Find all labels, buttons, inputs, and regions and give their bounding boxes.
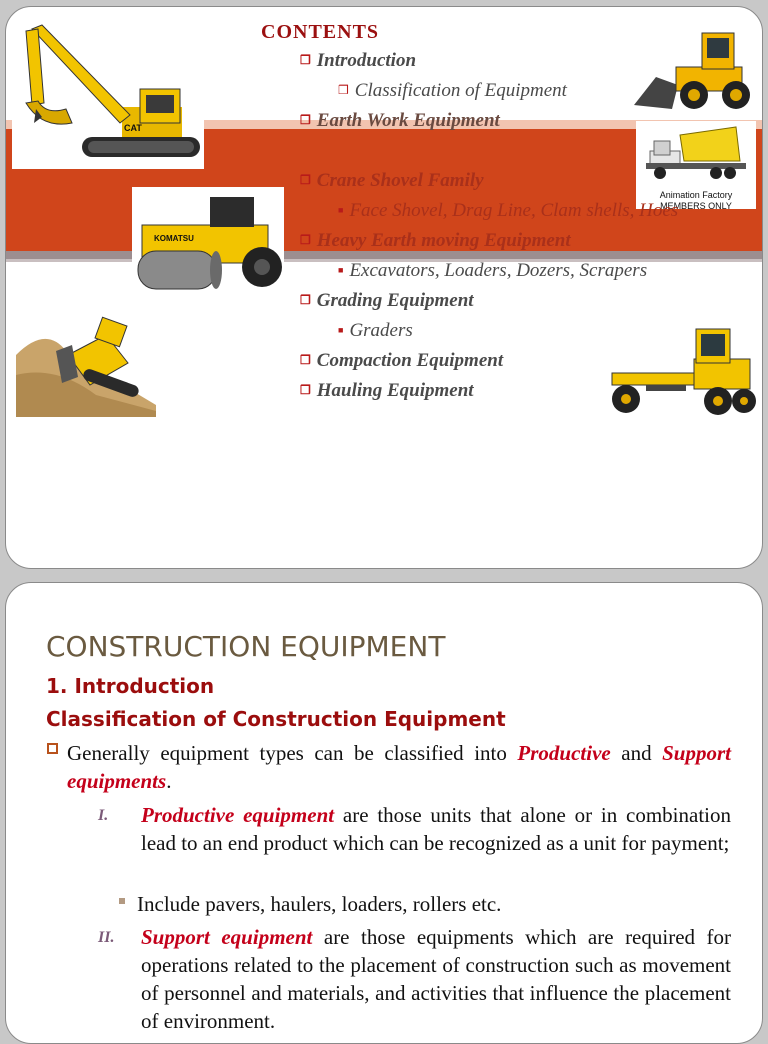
- square-bullet-icon: ❒: [300, 233, 311, 247]
- small-square-bullet-icon: ■: [338, 205, 344, 215]
- checkbox-bullet-icon: [47, 743, 58, 754]
- square-bullet-icon: ❒: [300, 383, 311, 397]
- toc-item-classification[interactable]: ❒ Classification of Equipment: [338, 80, 567, 101]
- square-bullet-icon: ❒: [300, 293, 311, 307]
- toc-item-heavy-earth[interactable]: ❒ Heavy Earth moving Equipment: [300, 230, 571, 251]
- square-bullet-icon: ❒: [300, 353, 311, 367]
- square-bullet-icon: ❒: [338, 83, 349, 97]
- roman-numeral-1: I.: [98, 807, 109, 824]
- section-heading: 1. Introduction: [46, 674, 215, 698]
- slide-introduction: [5, 582, 763, 1044]
- truck-caption-line2: MEMBERS ONLY: [660, 201, 732, 211]
- roman-numeral-2: II.: [98, 929, 115, 946]
- productive-definition: Productive equipment are those units that alone or in combination lead to an end product which can be recognized as a unit for payment;: [141, 803, 731, 855]
- support-definition: Support equipment are those equipments which are required for operations related to the placement of construction such as movement of personnel and materials, and activities that influence the placement of environment.: [141, 925, 732, 1033]
- toc-item-earthwork[interactable]: ❒ Earth Work Equipment: [300, 110, 500, 131]
- toc-item-crane-shovel[interactable]: ❒ Crane Shovel Family: [300, 170, 484, 191]
- productive-examples: Include pavers, haulers, loaders, rollers etc.: [137, 892, 502, 916]
- slide-title: CONSTRUCTION EQUIPMENT: [46, 630, 446, 663]
- toc-item-introduction[interactable]: ❒ Introduction: [300, 50, 417, 71]
- toc-item-compaction[interactable]: ❒ Compaction Equipment: [300, 350, 504, 371]
- slide-contents: [5, 6, 763, 569]
- intro-paragraph: Generally equipment types can be classified into Productive and Support equipments.: [67, 741, 731, 793]
- roller-brand: KOMATSU: [154, 234, 194, 243]
- toc-item-face-shovel[interactable]: ■ Face Shovel, Drag Line, Clam shells, Hoes: [338, 200, 679, 221]
- toc-item-hauling[interactable]: ❒ Hauling Equipment: [300, 380, 474, 401]
- contents-title: CONTENTS: [261, 21, 380, 43]
- subsection-heading: Classification of Construction Equipment: [46, 707, 506, 731]
- square-bullet-icon: ❒: [300, 113, 311, 127]
- excavator-brand: CAT: [124, 123, 142, 133]
- truck-caption-line1: Animation Factory: [659, 190, 733, 200]
- toc-item-excavators[interactable]: ■ Excavators, Loaders, Dozers, Scrapers: [338, 260, 648, 281]
- square-bullet-icon: ❒: [300, 53, 311, 67]
- support-term: Support equipments: [67, 741, 731, 793]
- toc-item-grading[interactable]: ❒ Grading Equipment: [300, 290, 474, 311]
- small-square-bullet-icon: ■: [338, 265, 344, 275]
- productive-term: Productive: [517, 741, 611, 765]
- small-square-bullet-icon: ■: [338, 325, 344, 335]
- small-square-bullet-icon: [119, 898, 125, 904]
- square-bullet-icon: ❒: [300, 173, 311, 187]
- toc-item-graders[interactable]: ■ Graders: [338, 320, 413, 341]
- contents-list: [6, 7, 762, 568]
